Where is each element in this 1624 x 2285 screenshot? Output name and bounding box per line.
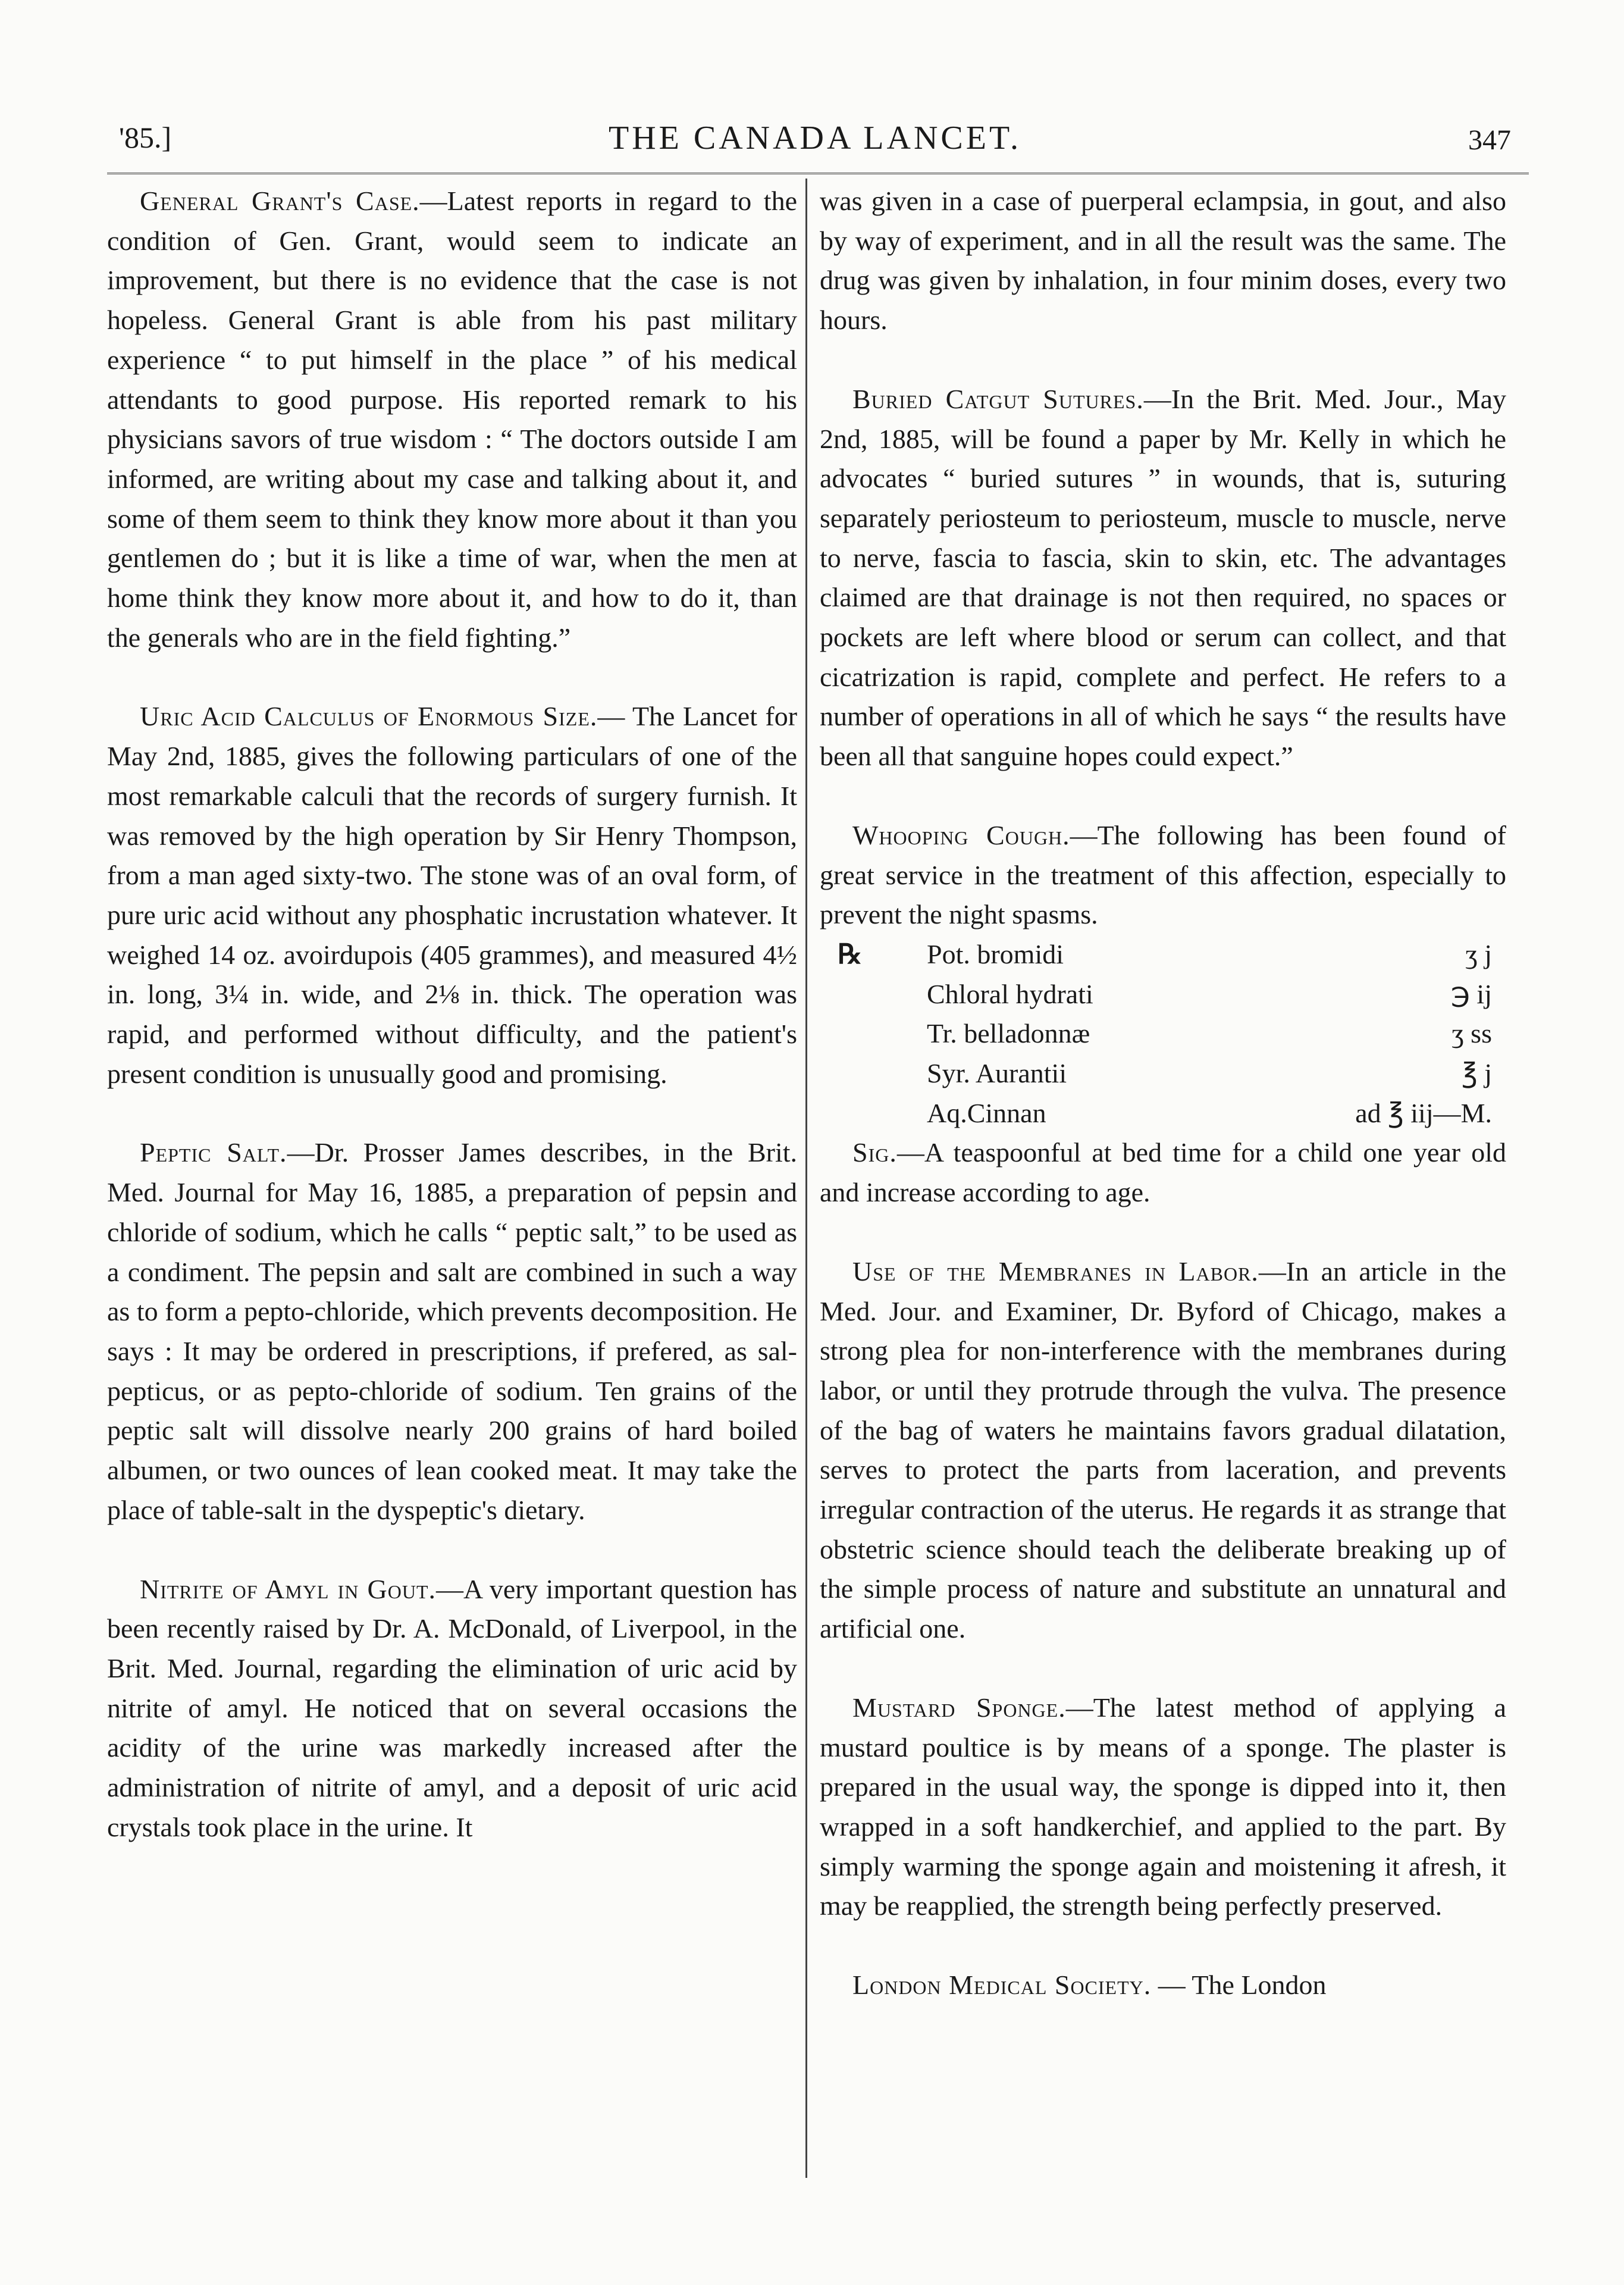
article-heading: Use of the Membranes in Labor.: [852, 1256, 1259, 1287]
ingredient-quantity: ʒ j: [1465, 938, 1492, 969]
article-body: —A teaspoonful at bed time for a child one year old and increase according to age.: [820, 1137, 1506, 1208]
article-heading: Sig.: [852, 1137, 897, 1168]
ingredient-quantity: ʒ ss: [1451, 1018, 1492, 1049]
article-heading: Buried Catgut Sutures.: [852, 383, 1144, 414]
article-continuation: was given in a case of puerperal eclampsia, in gout, and also by way of experiment, and in all the result was the same. The drug was given by inhalation, in four minim doses, every two hours.: [820, 186, 1506, 336]
article-membranes-in-labor: [820, 1252, 1506, 1649]
prescription-row: [838, 1014, 1506, 1054]
journal-title: THE CANADA LANCET.: [608, 120, 1022, 156]
article-nitrite-of-amyl: [107, 1570, 797, 1848]
article-peptic-salt: [107, 1133, 797, 1530]
column-rule: [805, 179, 807, 2178]
prescription-signa: [820, 1133, 1506, 1212]
ingredient-name: Chloral hydrati: [927, 978, 1093, 1009]
article-heading: Peptic Salt.: [140, 1137, 287, 1168]
prescription-row: [838, 1054, 1506, 1094]
recipe-symbol: ℞: [838, 938, 863, 969]
article-uric-acid-calculus: [107, 697, 797, 1094]
article-body: —Latest reports in regard to the condition of Gen. Grant, would seem to indicate an improvement, but there is no evidence that the case is not hopeless. General Grant is able from his past military experience “ to put himself in the place ” of his medical attendants to good purpose. His reported remark to his physicians savors of true wisdom : “ The doctors outside I am informed, are writing about my case and talking about it, and some of them seem to think they know more about it than you gentlemen do ; but it is like a time of war, when the men at home think they know more about it, and how to do it, than the generals who are in the field fighting.”: [107, 186, 797, 653]
article-heading: London Medical Society.: [852, 1970, 1152, 2001]
article-body: —A very important question has been recently raised by Dr. A. McDonald, of Liverpool, in the Brit. Med. Journal, regarding the elimination of uric acid by nitrite of amyl. He noticed that on several occasions the acidity of the urine was markedly increased after the administration of nitrite of amyl, and a deposit of uric acid crystals took place in the urine. It: [107, 1573, 797, 1842]
ingredient-quantity: ℥ j: [1462, 1058, 1492, 1089]
header-volume-mark: '85.]: [119, 121, 172, 154]
article-heading: Uric Acid Calculus of Enormous Size.: [140, 701, 598, 732]
ingredient-name: Tr. belladonnæ: [927, 1018, 1090, 1049]
article-body: — The Lancet for May 2nd, 1885, gives the following particulars of one of the most remarkable calculi that the records of surgery furnish. It was removed by the high operation by Sir Henry Thompson, from a man aged sixty-two. The stone was of an oval form, of pure uric acid without any phosphatic incrustation whatever. It weighed 14 oz. avoirdupois (405 grammes), and measured 4½ in. long, 3¼ in. wide, and 2⅛ in. thick. The operation was rapid, and performed without difficulty, and the patient's present condition is unusually good and promising.: [107, 701, 798, 1089]
left-column: [107, 181, 797, 1847]
page-number: 347: [1468, 124, 1511, 156]
ingredient-name: Pot. bromidi: [927, 938, 1064, 969]
article-heading: Whooping Cough.: [852, 819, 1070, 850]
article-london-medical-society: [820, 1965, 1506, 2005]
article-heading: Mustard Sponge.: [852, 1692, 1066, 1723]
prescription-row: [838, 1094, 1506, 1134]
ingredient-quantity: ℈ ij: [1450, 978, 1492, 1009]
article-body: —The following has been found of great service in the treatment of this affection, especially to prevent the night spasms.: [820, 819, 1506, 930]
prescription: [838, 935, 1506, 1133]
prescription-row: [838, 975, 1506, 1015]
article-buried-catgut-sutures: [820, 380, 1506, 777]
running-header: [119, 113, 1511, 167]
article-body: —The latest method of applying a mustard poultice is by means of a sponge. The plaster is prepared in the usual way, the sponge is dipped into it, then wrapped in a soft handkerchief, and applied to the part. By simply warming the sponge again and moistening it afresh, it may be reapplied, the strength being perfectly preserved.: [820, 1692, 1506, 1921]
article-body: —In an article in the Med. Jour. and Examiner, Dr. Byford of Chicago, makes a strong plea for non-interference with the membranes during labor, or until they protrude through the vulva. The presence of the bag of waters he maintains favors gradual dilatation, serves to protect the parts from laceration, and prevents irregular contraction of the uterus. He regards it as strange that obstetric science should teach the deliberate breaking up of the simple process of nature and substitute an unnatural and artificial one.: [820, 1256, 1506, 1644]
article-whooping-cough: [820, 816, 1506, 935]
article-body: —In the Brit. Med. Jour., May 2nd, 1885, will be found a paper by Mr. Kelly in which he advocates “ buried sutures ” in wounds, that is, suturing separately periosteum to periosteum, muscle to muscle, nerve to nerve, fascia to fascia, skin to skin, etc. The advantages claimed are that drainage is not then required, no spaces or pockets are left where blood or serum can collect, and that cicatrization is rapid, complete and perfect. He refers to a number of operations in all of which he says “ the results have been all that sanguine hopes could expect.”: [820, 383, 1506, 772]
ingredient-name: Aq.Cinnan: [927, 1097, 1046, 1128]
article-body: —Dr. Prosser James describes, in the Brit. Med. Journal for May 16, 1885, a preparation of pepsin and chloride of sodium, which he calls “ peptic salt,” to be used as a condiment. The pepsin and salt are combined in such a way as to form a pepto-chloride, which prevents decomposition. He says : It may be ordered in prescriptions, if prefered, as sal-pepticus, or as pepto-chloride of sodium. Ten grains of the peptic salt will dissolve nearly 200 grains of hard boiled albumen, or two ounces of lean cooked meat. It may take the place of table-salt in the dyspeptic's dietary.: [107, 1137, 798, 1525]
article-body: — The London: [1151, 1970, 1327, 2001]
article-general-grant: [107, 181, 797, 658]
prescription-row: [838, 935, 1506, 975]
article-heading: Nitrite of Amyl in Gout.: [140, 1573, 436, 1604]
ingredient-quantity: ad ℥ iij—M.: [1355, 1097, 1492, 1128]
article-mustard-sponge: [820, 1688, 1506, 1926]
ingredient-name: Syr. Aurantii: [927, 1058, 1067, 1089]
header-rule: [107, 173, 1529, 174]
article-heading: General Grant's Case.: [140, 186, 420, 216]
right-column: [820, 181, 1506, 2005]
